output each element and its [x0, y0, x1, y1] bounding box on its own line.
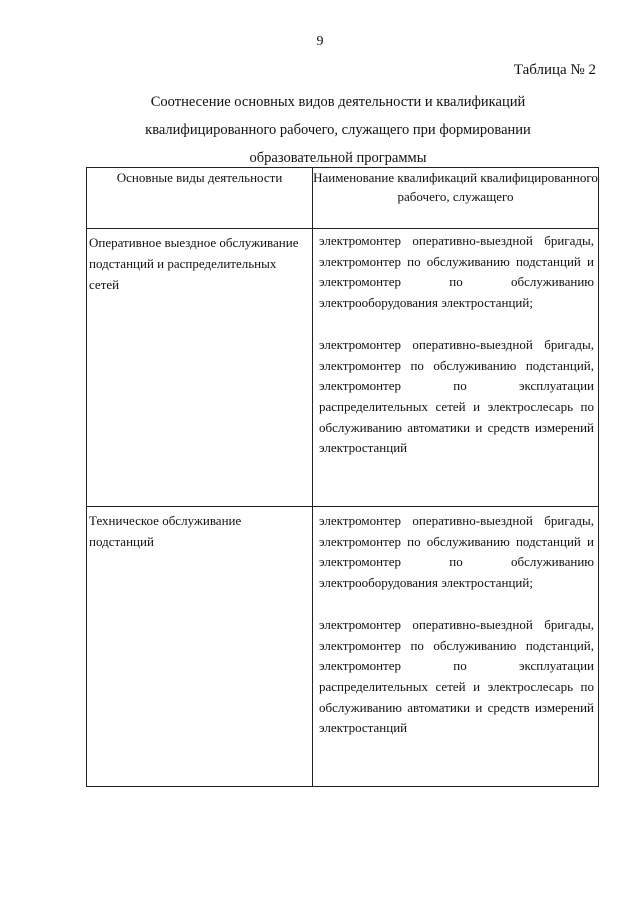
qualification-entry: электромонтер оперативно-выездной бригады, электромонтер по обслуживанию подстанций и электромонтер по обслуживанию электрооборудования электростанций; — [319, 233, 594, 311]
header-activities: Основные виды деятельности — [87, 168, 313, 229]
table-row — [87, 507, 599, 787]
table-title — [88, 88, 588, 172]
activity-cell: Техническое обслуживание подстанций — [87, 507, 313, 787]
header-row — [87, 168, 599, 229]
qualification-entry: электромонтер оперативно-выездной бригады, электромонтер по обслуживанию подстанций и электромонтер по обслуживанию электрооборудования электростанций; — [319, 513, 594, 591]
qualifications-table — [86, 167, 599, 787]
table-label: Таблица № 2 — [513, 62, 596, 78]
table-row — [87, 229, 599, 507]
qualifications-cell — [313, 229, 599, 507]
activity-cell: Оперативное выездное обслуживание подстанций и распределительных сетей — [87, 229, 313, 507]
qualifications-cell — [313, 507, 599, 787]
title-line: квалифицированного рабочего, служащего при формировании — [145, 122, 531, 138]
page-number: 9 — [316, 34, 324, 49]
title-line: Соотнесение основных видов деятельности и квалификаций — [150, 94, 526, 110]
qualification-entry: электромонтер оперативно-выездной бригады, электромонтер по обслуживанию подстанций, электромонтер по эксплуатации распределительных сетей и электрослесарь по обслуживанию автоматики и средств измерений электростанций — [319, 616, 594, 736]
qualification-entry: электромонтер оперативно-выездной бригады, электромонтер по обслуживанию подстанций, электромонтер по эксплуатации распределительных сетей и электрослесарь по обслуживанию автоматики и средств измерений электростанций — [319, 336, 594, 456]
header-qualifications: Наименование квалификаций квалифицированного рабочего, служащего — [313, 168, 599, 229]
title-line: образовательной программы — [249, 150, 427, 166]
